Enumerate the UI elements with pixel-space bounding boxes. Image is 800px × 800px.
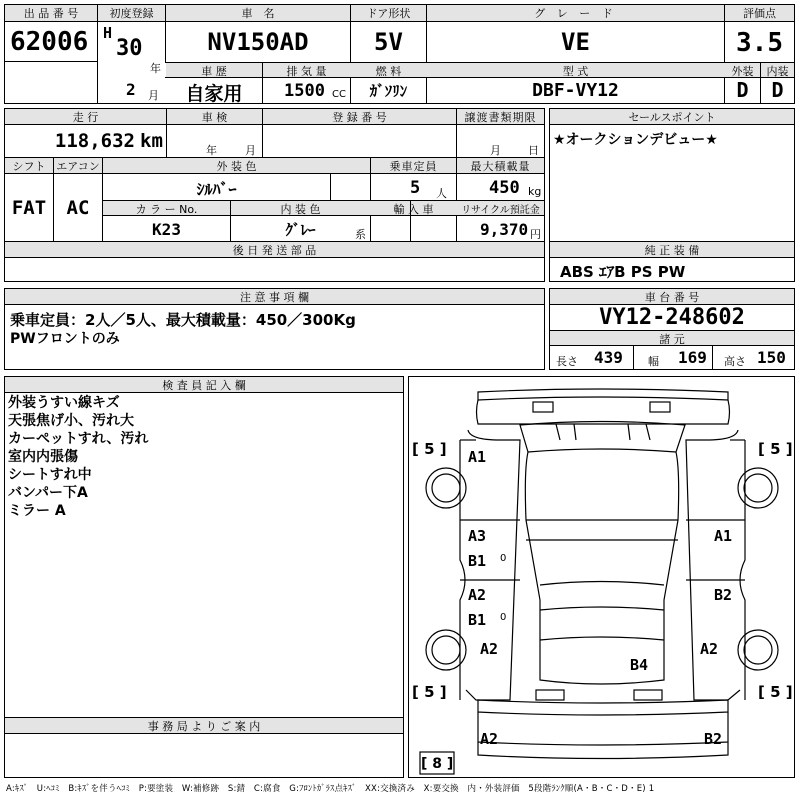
mileage-label: 走 行 bbox=[72, 111, 99, 124]
model-code: DBF-VY12 bbox=[532, 80, 619, 101]
mark-a2-left-1: A2 bbox=[468, 586, 487, 604]
tire-rear-left: [ 5 ] bbox=[412, 683, 447, 701]
interior-color: ｸﾞﾚｰ bbox=[285, 221, 316, 239]
door-label: ドア形状 bbox=[366, 7, 411, 20]
length-label: 長さ bbox=[556, 355, 578, 368]
mark-b2-right: B2 bbox=[714, 586, 733, 604]
history-label: 車 歴 bbox=[201, 65, 227, 78]
ac: AC bbox=[66, 197, 90, 219]
inspection-label: 車 検 bbox=[201, 111, 228, 124]
transfer-month-unit: 月 bbox=[490, 144, 501, 157]
mark-zero-1: 0 bbox=[500, 553, 507, 564]
displacement-unit: CC bbox=[332, 89, 346, 100]
chassis-label: 車 台 番 号 bbox=[644, 291, 700, 304]
color-no-label: カ ラ ー No. bbox=[135, 203, 198, 216]
history: 自家用 bbox=[185, 83, 243, 105]
legend: A:ｷｽﾞ U:ﾍｺﾐ B:ｷｽﾞを伴うﾍｺﾐ P:要塗装 W:補修跡 S:錆 C:腐食 G:ﾌﾛﾝﾄｶﾞﾗｽ点ｷｽﾞ XX:交換済み X:要交換 内・外装評価 5段階ﾗﾝｸ順(A・B・C・D・E) 1 bbox=[6, 784, 655, 794]
capacity: 5 bbox=[410, 178, 421, 198]
color-no: K23 bbox=[152, 220, 181, 239]
width-label: 幅 bbox=[648, 355, 659, 368]
reg-month: 2 bbox=[126, 80, 136, 99]
height-label: 高さ bbox=[724, 355, 746, 368]
height: 150 bbox=[757, 348, 786, 367]
equipment: ABS ｴｱB PS PW bbox=[560, 263, 686, 281]
reg-year: 30 bbox=[116, 36, 143, 61]
transfer-day-unit: 日 bbox=[528, 144, 539, 157]
lot-number: 62006 bbox=[10, 27, 89, 57]
interior-grade: D bbox=[771, 78, 784, 102]
mark-zero-2: 0 bbox=[500, 612, 507, 623]
capacity-unit: 人 bbox=[436, 187, 447, 200]
max-load-unit: kg bbox=[528, 185, 542, 198]
mark-b4: B4 bbox=[630, 656, 649, 674]
registration-label: 登 録 番 号 bbox=[332, 111, 387, 124]
inspection-year-unit: 年 bbox=[206, 144, 217, 157]
interior-color-unit: 系 bbox=[355, 228, 366, 241]
model-label: 型 式 bbox=[562, 65, 589, 78]
exterior-color: ｼﾙﾊﾞｰ bbox=[196, 180, 237, 199]
score: 3.5 bbox=[736, 28, 783, 58]
ac-label: エアコン bbox=[56, 160, 100, 173]
inspector-line-2: 天張焦げ小、汚れ大 bbox=[8, 413, 134, 429]
mark-b2-rear: B2 bbox=[704, 730, 723, 748]
inspector-line-3: カーペットすれ、汚れ bbox=[8, 431, 149, 447]
mark-a3-left: A3 bbox=[468, 527, 487, 545]
fuel: ｶﾞｿﾘﾝ bbox=[369, 82, 408, 100]
tire-rear-right: [ 5 ] bbox=[758, 683, 793, 701]
car-name-label: 車 名 bbox=[241, 7, 275, 20]
notes-line-1: 乗車定員：2人／5人、最大積載量：450／300Kg bbox=[10, 311, 356, 329]
car-name: NV150AD bbox=[207, 28, 309, 56]
transfer-deadline-label: 譲渡書類期限 bbox=[464, 111, 537, 124]
displacement: 1500 bbox=[284, 81, 325, 101]
door-type: 5V bbox=[374, 28, 403, 56]
grade: VE bbox=[561, 28, 590, 56]
inspection-month-unit: 月 bbox=[245, 144, 256, 157]
equipment-label: 純 正 装 備 bbox=[644, 244, 700, 257]
mark-a1-fl: A1 bbox=[468, 448, 487, 466]
mark-a1-fr: A1 bbox=[714, 527, 733, 545]
grade-label: グ レ ー ド bbox=[534, 7, 617, 20]
sales-point: ★オークションデビュー★ bbox=[553, 132, 718, 148]
inspector-line-1: 外装うすい線キズ bbox=[8, 395, 120, 411]
exterior-color-label: 外 装 色 bbox=[216, 160, 257, 173]
reg-month-unit: 月 bbox=[148, 89, 159, 102]
notes-label: 注 意 事 項 欄 bbox=[240, 291, 309, 304]
width: 169 bbox=[678, 348, 707, 367]
inspector-line-6: バンパー下A bbox=[8, 485, 88, 501]
mark-a2-left-2: A2 bbox=[480, 640, 499, 658]
specs-label: 諸 元 bbox=[659, 333, 685, 346]
later-parts-label: 後 日 発 送 部 品 bbox=[232, 244, 317, 257]
max-load-label: 最大積載量 bbox=[470, 160, 531, 173]
notes-line-2: PWフロントのみ bbox=[10, 331, 120, 347]
reg-year-unit: 年 bbox=[150, 62, 161, 75]
mark-b1-left-2: B1 bbox=[468, 611, 487, 629]
spare-tire: [ 8 ] bbox=[421, 756, 454, 772]
displacement-label: 排 気 量 bbox=[286, 65, 327, 78]
car-outline bbox=[409, 377, 794, 777]
fuel-label: 燃 料 bbox=[375, 65, 402, 78]
exterior-label: 外装 bbox=[731, 65, 754, 78]
lot-number-label: 出 品 番 号 bbox=[23, 7, 79, 20]
recycle-unit: 円 bbox=[530, 228, 541, 241]
score-label: 評価点 bbox=[743, 7, 776, 20]
era: H bbox=[103, 24, 113, 42]
max-load: 450 bbox=[489, 178, 520, 198]
chassis-number: VY12-248602 bbox=[599, 305, 745, 330]
inspector-line-4: 室内内張傷 bbox=[8, 449, 78, 465]
mark-a2-right-2: A2 bbox=[700, 640, 719, 658]
exterior-grade: D bbox=[736, 78, 749, 102]
mileage-unit: km bbox=[140, 130, 163, 152]
mark-b1-left-1: B1 bbox=[468, 552, 487, 570]
capacity-label: 乗車定員 bbox=[389, 160, 438, 173]
recycle-fee: 9,370 bbox=[480, 220, 529, 239]
first-reg-label: 初度登録 bbox=[109, 7, 154, 20]
interior-color-label: 内 装 色 bbox=[280, 203, 321, 216]
sales-point-label: セールスポイント bbox=[628, 111, 716, 124]
inspector-line-7: ミラー A bbox=[8, 503, 66, 519]
recycle-label: リサイクル預託金 bbox=[461, 205, 540, 216]
mileage: 118,632 bbox=[54, 130, 135, 152]
inspector-label: 検 査 員 記 入 欄 bbox=[162, 379, 246, 392]
office-notice-label: 事 務 局 よ り ご 案 内 bbox=[147, 720, 261, 733]
mark-a2-rear: A2 bbox=[480, 730, 499, 748]
tire-front-right: [ 5 ] bbox=[758, 440, 793, 458]
interior-label: 内装 bbox=[766, 65, 789, 78]
shift: FAT bbox=[11, 197, 47, 219]
import-label: 輸 入 車 bbox=[393, 203, 434, 216]
length: 439 bbox=[594, 348, 623, 367]
shift-label: シフト bbox=[12, 160, 46, 173]
tire-front-left: [ 5 ] bbox=[412, 440, 447, 458]
inspector-line-5: シートすれ中 bbox=[8, 467, 92, 483]
